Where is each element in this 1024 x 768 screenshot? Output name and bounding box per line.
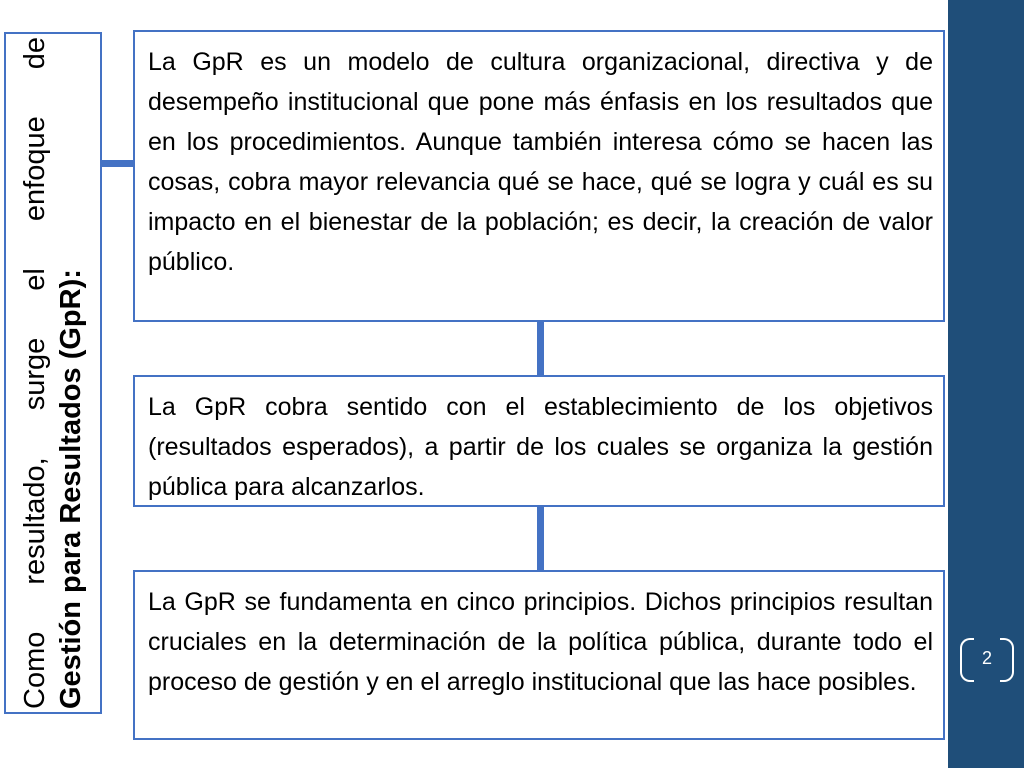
- page-number-label: 2: [981, 648, 992, 668]
- definition-box: [133, 30, 945, 322]
- connector-vertical-2: [537, 507, 544, 570]
- objectives-text: La GpR cobra sentido con el establecimiento de los objetivos (resultados esperados), a partir de los cuales se organiza la gestión pública para alcanzarlos.: [148, 393, 933, 501]
- right-bracket-icon: [1000, 638, 1014, 682]
- principles-text: La GpR se fundamenta en cinco principios. Dichos principios resultan cruciales en la determinación de la política pública, durante todo el proceso de gestión y en el arreglo institucional que las hace posibles.: [148, 588, 933, 696]
- side-title: [17, 37, 89, 709]
- objectives-box: [133, 375, 945, 507]
- principles-box: [133, 570, 945, 740]
- connector-horizontal: [102, 160, 133, 167]
- left-bracket-icon: [960, 638, 974, 682]
- page-number: [960, 632, 1014, 684]
- side-title-line1: Como resultado, surge el enfoque de: [19, 37, 51, 709]
- connector-vertical-1: [537, 322, 544, 375]
- side-title-box: [4, 32, 102, 714]
- definition-text: La GpR es un modelo de cultura organizacional, directiva y de desempeño institucional que pone más énfasis en los resultados que en los procedimientos. Aunque también interesa cómo se hacen las cosas, cobra mayor relevancia qué se hace, qué se logra y cuál es su impacto en el bienestar de la población; es decir, la creación de valor público.: [148, 48, 933, 276]
- side-title-line2: Gestión para Resultados (GpR):: [55, 269, 87, 709]
